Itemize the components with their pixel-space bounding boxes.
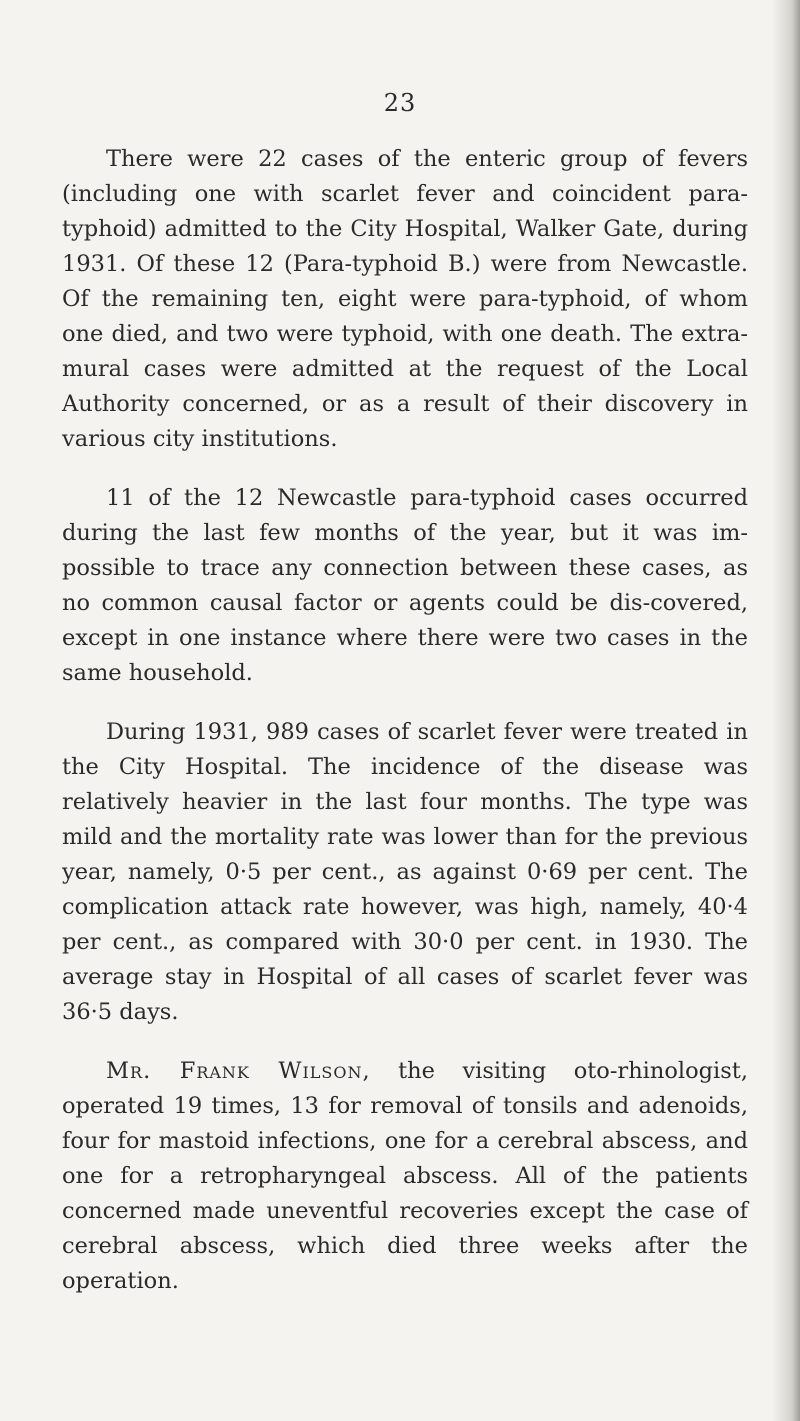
operations-text: the visiting oto-rhinologist, operated 19 times, 13 for removal of tonsils and adenoids, four for mastoid infections, one for a cerebral abscess, and one for a retropharyngeal abscess. All of the patients concerned made uneventful recoveries except the case of cerebral abscess, which died three weeks after the operation.: [62, 1058, 748, 1294]
page-edge-shadow: [772, 0, 800, 1421]
page-number: 23: [383, 89, 417, 117]
body-text: [62, 142, 748, 1323]
paragraph-paratyphoid-cases: 11 of the 12 Newcastle para-typhoid cases occurred during the last few months of the year, but it was im-possible to trace any connection between these cases, as no common causal factor or agents could be dis-covered, except in one instance where there were two cases in the same household.: [62, 485, 748, 686]
surgeon-name: Mr. Frank Wilson,: [106, 1058, 371, 1084]
paragraph-scarlet-fever: During 1931, 989 cases of scarlet fever were treated in the City Hospital. The incidence of the disease was relatively heavier in the last four months. The type was mild and the mortality rate was lower than for the previous year, namely, 0·5 per cent., as against 0·69 per cent. The complication attack rate however, was high, namely, 40·4 per cent., as compared with 30·0 per cent. in 1930. The average stay in Hospital of all cases of scarlet fever was 36·5 days.: [62, 719, 748, 1025]
paragraph-enteric-fevers: There were 22 cases of the enteric group of fevers (including one with scarlet fever and coincident para-typhoid) admitted to the City Hospital, Walker Gate, during 1931. Of these 12 (Para-typhoid B.) were from Newcastle. Of the remaining ten, eight were para-typhoid, of whom one died, and two were typhoid, with one death. The extra-mural cases were admitted at the request of the Local Authority concerned, or as a result of their discovery in various city institutions.: [62, 146, 748, 452]
paragraph-operations: [62, 1054, 748, 1299]
